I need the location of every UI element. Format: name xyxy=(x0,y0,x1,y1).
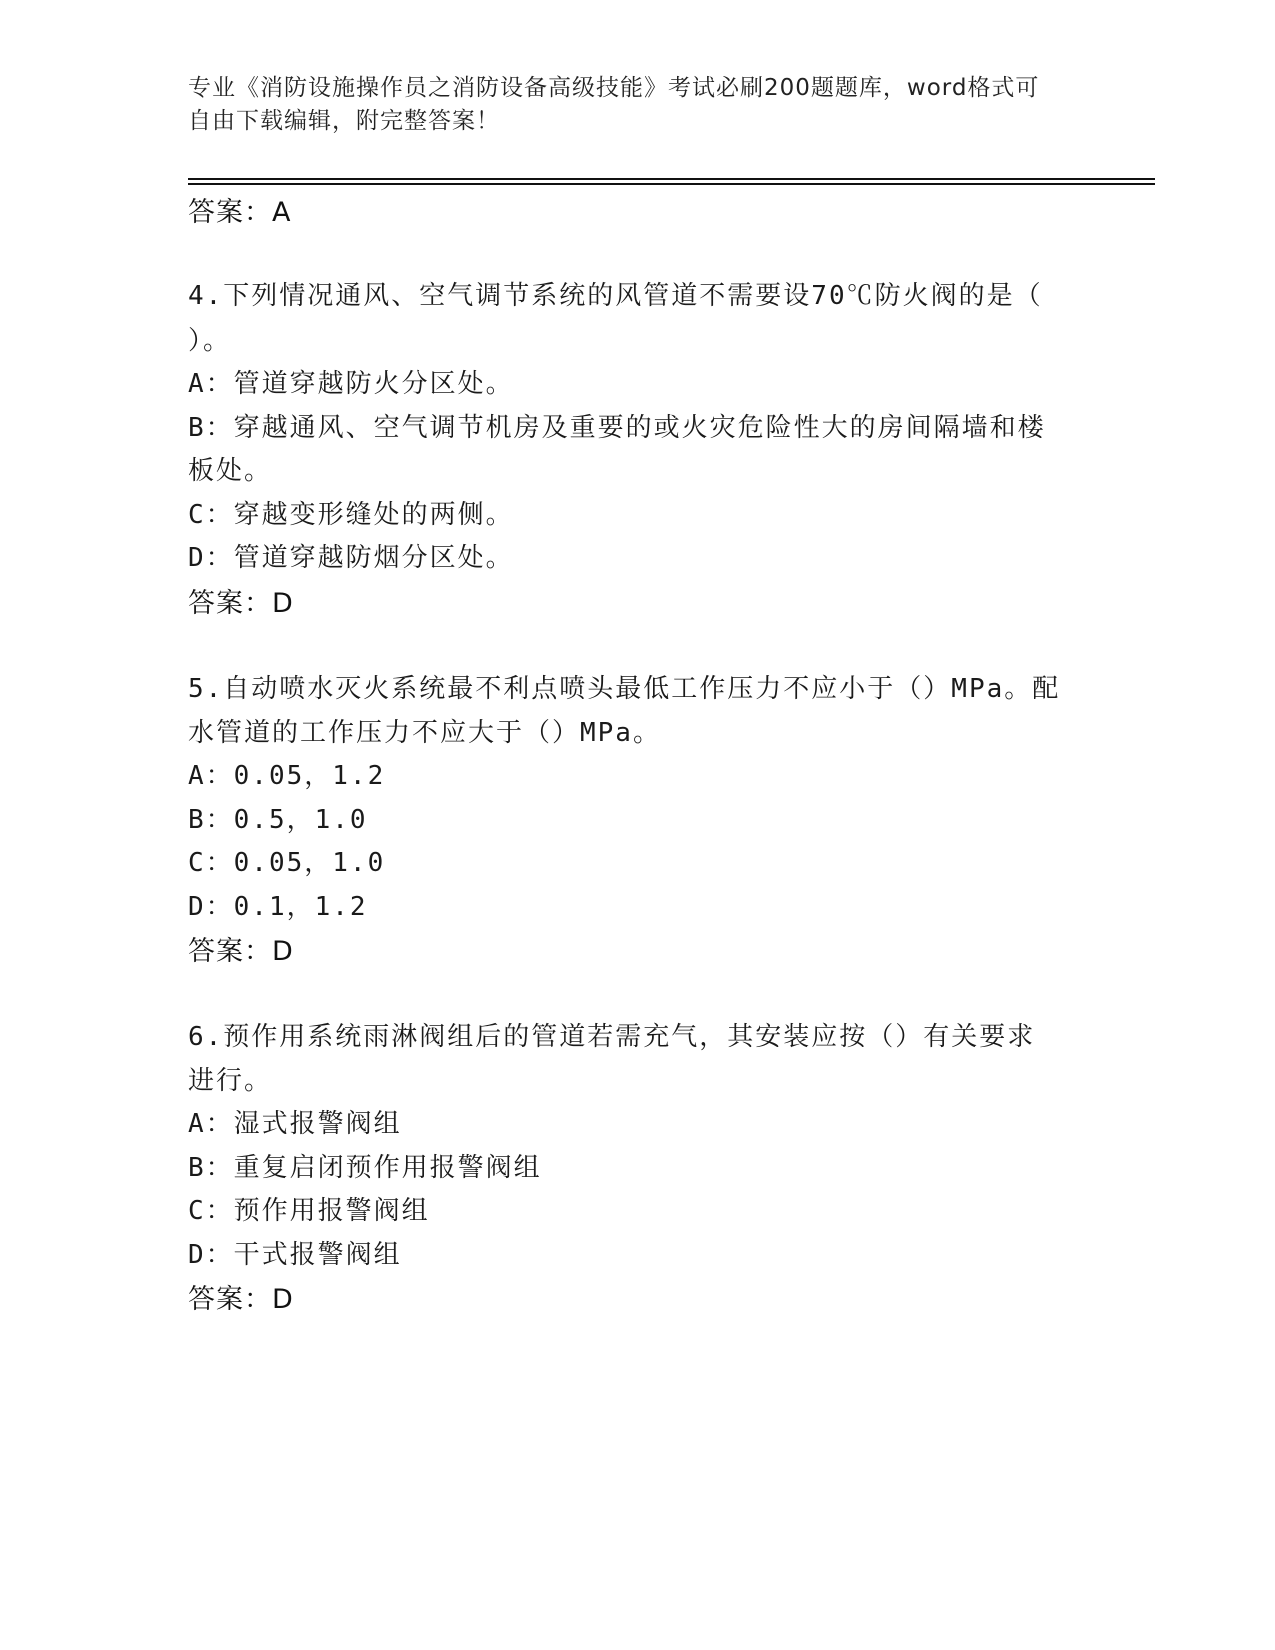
question-6-option-b: B：重复启闭预作用报警阀组 xyxy=(188,1153,542,1183)
question-6-stem-line-2: 进行。 xyxy=(188,1066,273,1096)
previous-answer: 答案：A xyxy=(188,197,292,228)
question-4-option-b-line-1: B：穿越通风、空气调节机房及重要的或火灾危险性大的房间隔墙和楼 xyxy=(188,413,1046,443)
question-4-stem-line-2: ）。 xyxy=(188,326,232,356)
question-4-stem-line-1: 4.下列情况通风、空气调节系统的风管道不需要设70℃防火阀的是（ xyxy=(188,281,1043,311)
header-divider-bottom xyxy=(188,183,1155,185)
question-6-option-a: A：湿式报警阀组 xyxy=(188,1109,402,1139)
question-5-stem-line-1: 5.自动喷水灭火系统最不利点喷头最低工作压力不应小于（）MPa。配 xyxy=(188,674,1061,704)
question-6-option-d: D：干式报警阀组 xyxy=(188,1240,402,1270)
question-6-answer: 答案：D xyxy=(188,1284,294,1315)
question-6-stem-line-1: 6.预作用系统雨淋阀组后的管道若需充气，其安装应按（）有关要求 xyxy=(188,1022,1036,1052)
question-4-option-a: A：管道穿越防火分区处。 xyxy=(188,369,514,399)
question-5-option-b: B：0.5，1.0 xyxy=(188,805,368,835)
question-6-option-c: C：预作用报警阀组 xyxy=(188,1196,430,1226)
question-4-option-b-line-2: 板处。 xyxy=(188,456,273,486)
header-line-1: 专业《消防设施操作员之消防设备高级技能》考试必刷200题题库，word格式可 xyxy=(188,75,1040,101)
question-4-option-d: D：管道穿越防烟分区处。 xyxy=(188,543,514,573)
question-4-option-c: C：穿越变形缝处的两侧。 xyxy=(188,500,514,530)
question-5-option-c: C：0.05，1.0 xyxy=(188,848,386,878)
question-5-stem-line-2: 水管道的工作压力不应大于（）MPa。 xyxy=(188,718,661,748)
header-divider-top xyxy=(188,178,1155,180)
question-4-answer: 答案：D xyxy=(188,588,294,619)
question-5-option-a: A：0.05，1.2 xyxy=(188,761,386,791)
header-line-2: 自由下载编辑，附完整答案！ xyxy=(188,108,500,134)
question-5-answer: 答案：D xyxy=(188,936,294,967)
document-header xyxy=(188,72,1088,138)
question-5-option-d: D：0.1，1.2 xyxy=(188,892,368,922)
